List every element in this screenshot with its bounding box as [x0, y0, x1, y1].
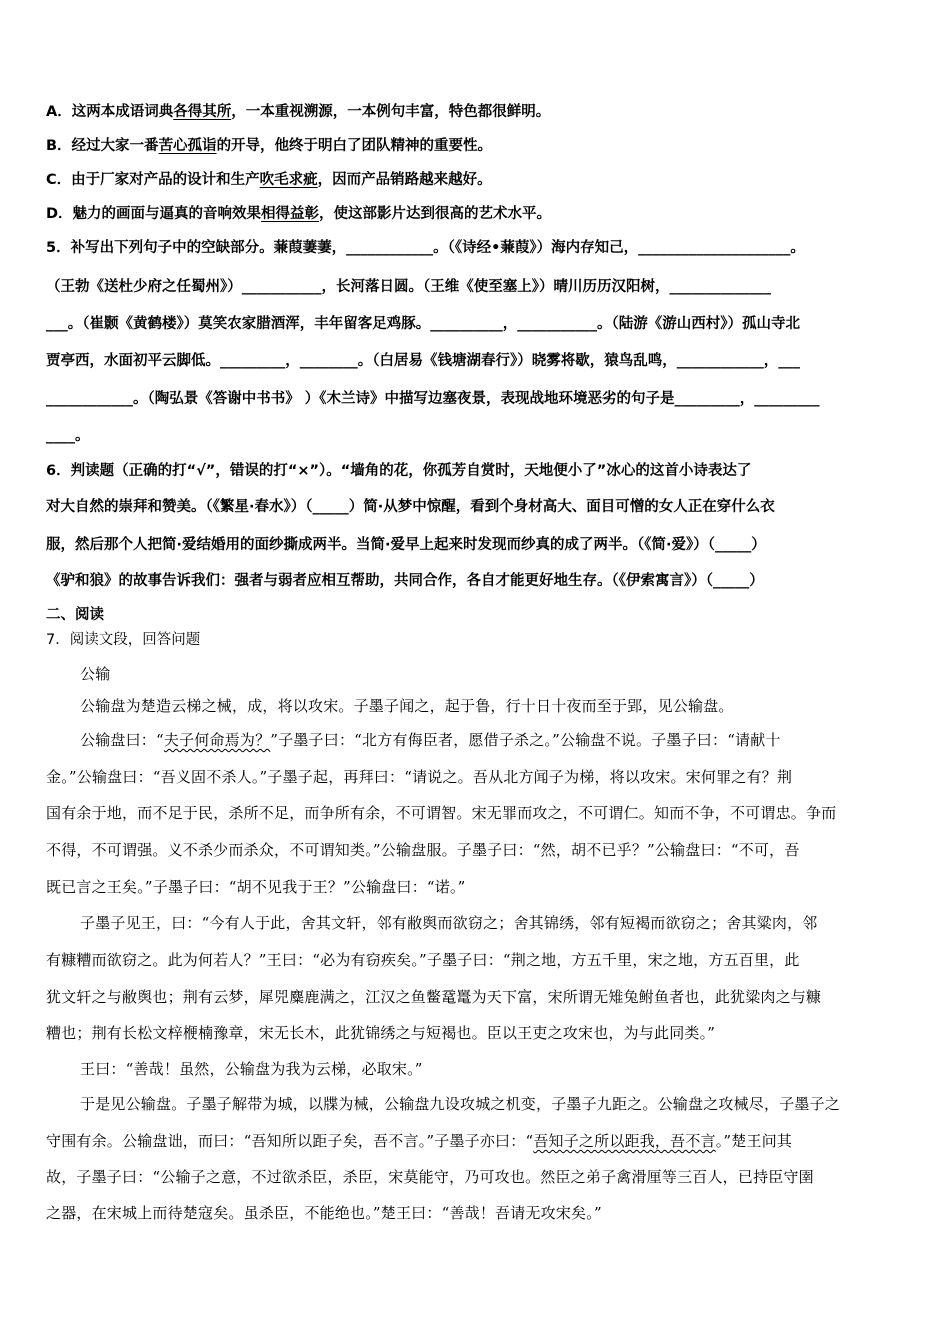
section-heading: 二、阅读 [46, 607, 104, 623]
p5-text-end: 。”楚王问其 [715, 1132, 793, 1150]
q5-line-2: （王勃《送杜少府之任蜀州》）___________，长河落日圆。（王维《使至塞上》）晴川历历汉阳树，______________ [46, 279, 771, 295]
p2-text-end: ”子墨子曰：“北方有侮臣者，愿借子杀之。”公输盘不说。子墨子曰：“请献十 [270, 731, 781, 749]
p2-marked-phrase: 夫子何命焉为？ [163, 731, 271, 749]
option-d-text: D．魅力的画面与逼真的音响效果 [46, 206, 262, 222]
passage-title: 公输 [80, 665, 111, 683]
p5-text: 守围有余。公输盘诎，而曰：“吾知所以距子矣，吾不言。”子墨子亦曰：“ [46, 1132, 534, 1150]
q5-line-1: 5．补写出下列句子中的空缺部分。蒹葭萋萋，____________。（《诗经•蒹葭》）海内存知己，_____________________。 [46, 240, 805, 256]
option-a [46, 101, 550, 123]
option-d-text-end: ，使这部影片达到很高的艺术水平。 [319, 206, 552, 222]
passage-p2-line-3: 国有余于地，而不足于民，杀所不足，而争所有余，不可谓智。宋无罪而攻之，不可谓仁。知而不争，不可谓忠。争而 [46, 804, 837, 822]
q5-line-3: ___。（崔颢《黄鹤楼》）莫笑农家腊酒浑，丰年留客足鸡豚。__________，___________。（陆游《游山西村》）孤山寺北 [46, 316, 800, 332]
passage-p1: 公输盘为楚造云梯之械，成，将以攻宋。子墨子闻之，起于鲁，行十日十夜而至于郢，见公输盘。 [80, 697, 734, 715]
passage-p3-line-4: 糟也；荆有长松文梓楩楠豫章，宋无长木，此犹锦绣之与短褐也。臣以王吏之攻宋也，为与此同类。” [46, 1024, 716, 1042]
q5-line-5: ____________。（陶弘景《答谢中书书》 ）《木兰诗》中描写边塞夜景，表现战地环境恶劣的句子是_________，_________ [46, 391, 820, 407]
passage-p5-line-4: 之器，在宋城上而待楚寇矣。虽杀臣，不能绝也。”楚王曰：“善哉！吾请无攻宋矣。” [46, 1204, 602, 1222]
option-a-text-end: ，一本重视溯源，一本例句丰富，特色都很鲜明。 [231, 104, 551, 120]
option-c-text-end: ，因而产品销路越来越好。 [317, 172, 492, 188]
p5-marked-phrase: 吾知子之所以距我，吾不言 [533, 1132, 716, 1150]
passage-p2-line-1 [80, 729, 781, 751]
option-b-idiom: 苦心孤诣 [158, 138, 217, 154]
q6-line-4: 《驴和狼》的故事告诉我们：强者与弱者应相互帮助，共同合作，各自才能更好地生存。（《伊索寓言》）（_____） [46, 573, 764, 589]
option-d [46, 203, 551, 225]
passage-p3-line-2: 有糠糟而欲窃之。此为何若人？”王曰：“必为有窃疾矣。”子墨子曰：“荆之地，方五千里，宋之地，方五百里，此 [46, 951, 800, 969]
passage-p4: 王曰：“善哉！虽然，公输盘为我为云梯，必取宋。” [80, 1060, 423, 1078]
option-a-idiom: 各得其所 [173, 104, 232, 120]
passage-p5-line-3: 故，子墨子曰：“公输子之意，不过欲杀臣，杀臣，宋莫能守，乃可攻也。然臣之弟子禽滑厘等三百人，已持臣守圉 [46, 1168, 814, 1186]
q6-line-2: 对大自然的崇拜和赞美。（《繁星·春水》）（_____）简·从梦中惊醒，看到个身材高大、面目可憎的女人正在穿什么衣 [46, 499, 775, 515]
option-b [46, 135, 492, 157]
option-a-text: A．这两本成语词典 [46, 104, 174, 120]
option-b-text: B．经过大家一番 [46, 138, 159, 154]
passage-p2-line-2: 金。”公输盘曰：“吾义固不杀人。”子墨子起，再拜曰：“请说之。吾从北方闻子为梯，将以攻宋。宋何罪之有？荆 [46, 768, 793, 786]
passage-p2-line-5: 既已言之王矣。”子墨子曰：“胡不见我于王？”公输盘曰：“诺。” [46, 878, 466, 896]
p2-text: 公输盘曰：“ [80, 731, 164, 749]
option-b-text-end: 的开导，他终于明白了团队精神的重要性。 [216, 138, 493, 154]
option-c-idiom: 吹毛求疵 [259, 172, 318, 188]
q6-line-1: 6．判读题（正确的打“√”，错误的打“×”）。“墙角的花，你孤芳自赏时，天地便小了”冰心的这首小诗表达了 [46, 463, 752, 479]
option-d-idiom: 相得益彰 [261, 206, 320, 222]
option-c [46, 169, 492, 191]
q5-line-6: ____。 [46, 428, 90, 444]
q6-line-3: 服，然后那个人把简·爱结婚用的面纱撕成两半。当简·爱早上起来时发现而纱真的成了两半。（《简·爱》）（_____） [46, 537, 766, 553]
q7-prompt: 7．阅读文段，回答问题 [46, 632, 201, 648]
passage-p5-line-1: 于是见公输盘。子墨子解带为城，以牒为械，公输盘九设攻城之机变，子墨子九距之。公输盘之攻械尽，子墨子之 [80, 1095, 841, 1113]
passage-p5-line-2 [46, 1130, 792, 1152]
passage-p3-line-1: 子墨子见王，曰：“今有人于此，舍其文轩，邻有敝舆而欲窃之；舍其锦绣，邻有短褐而欲窃之；舍其粱肉，邻 [80, 914, 818, 932]
option-c-text: C．由于厂家对产品的设计和生产 [46, 172, 260, 188]
passage-p2-line-4: 不得，不可谓强。义不杀少而杀众，不可谓知类。”公输盘服。子墨子曰：“然，胡不已乎？”公输盘曰：“不可，吾 [46, 841, 800, 859]
passage-p3-line-3: 犹文轩之与敝舆也；荆有云梦，犀兕麋鹿满之，江汉之鱼鳖鼋鼍为天下富，宋所谓无雉兔鲋鱼者也，此犹粱肉之与糠 [46, 988, 822, 1006]
q5-line-4: 贾亭西，水面初平云脚低。_________，________。（白居易《钱塘湖春行》）晓雾将歇，猿鸟乱鸣，____________，___ [46, 353, 800, 369]
